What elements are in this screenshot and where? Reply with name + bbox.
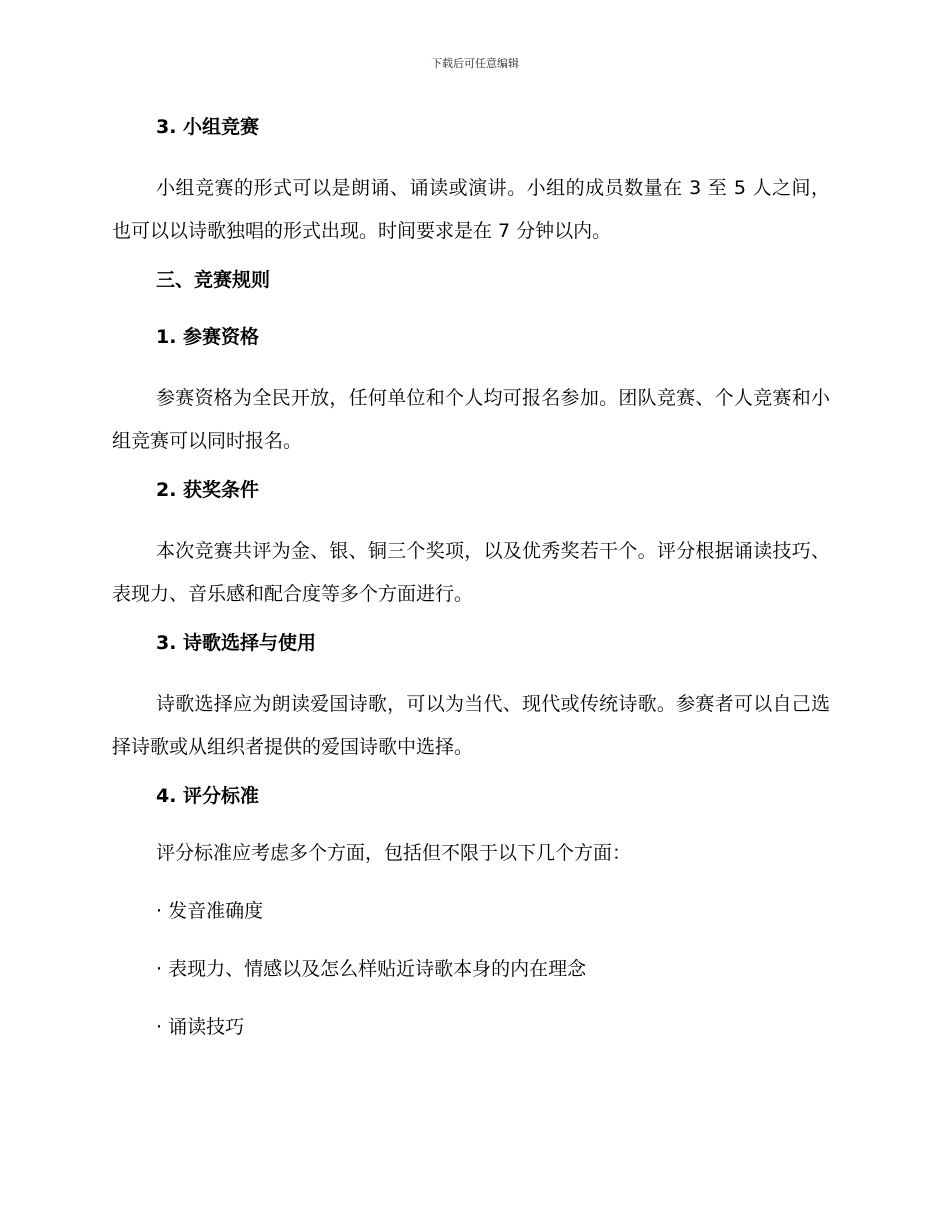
awards-heading: 2. 获奖条件	[156, 479, 260, 501]
scoring-paragraph: 评分标准应考虑多个方面，包括但不限于以下几个方面：	[156, 842, 632, 864]
awards-paragraph: 本次竞赛共评为金、银、铜三个奖项，以及优秀奖若干个。评分根据诵读技巧、表现力、音乐感和配合度等多个方面进行。	[112, 540, 830, 605]
rules-heading: 三、竞赛规则	[156, 269, 271, 291]
scoring-item-expression: · 表现力、情感以及怎么样贴近诗歌本身的内在理念	[156, 958, 587, 980]
scoring-item-pronunciation: · 发音准确度	[156, 900, 264, 922]
group-competition-heading: 3. 小组竞赛	[156, 116, 260, 138]
header-note: 下载后可任意编辑	[431, 57, 519, 70]
eligibility-paragraph: 参赛资格为全民开放，任何单位和个人均可报名参加。团队竞赛、个人竞赛和小组竞赛可以同时报名。	[112, 387, 830, 452]
scoring-heading: 4. 评分标准	[156, 785, 260, 807]
group-competition-paragraph: 小组竞赛的形式可以是朗诵、诵读或演讲。小组的成员数量在 3 至 5 人之间，也可以以诗歌独唱的形式出现。时间要求是在 7 分钟以内。	[112, 177, 830, 242]
poem-selection-heading: 3. 诗歌选择与使用	[156, 632, 317, 654]
poem-selection-paragraph: 诗歌选择应为朗读爱国诗歌，可以为当代、现代或传统诗歌。参赛者可以自己选择诗歌或从组织者提供的爱国诗歌中选择。	[112, 693, 830, 758]
eligibility-heading: 1. 参赛资格	[156, 326, 260, 348]
document-body	[112, 110, 830, 1068]
scoring-item-technique: · 诵读技巧	[156, 1016, 245, 1038]
